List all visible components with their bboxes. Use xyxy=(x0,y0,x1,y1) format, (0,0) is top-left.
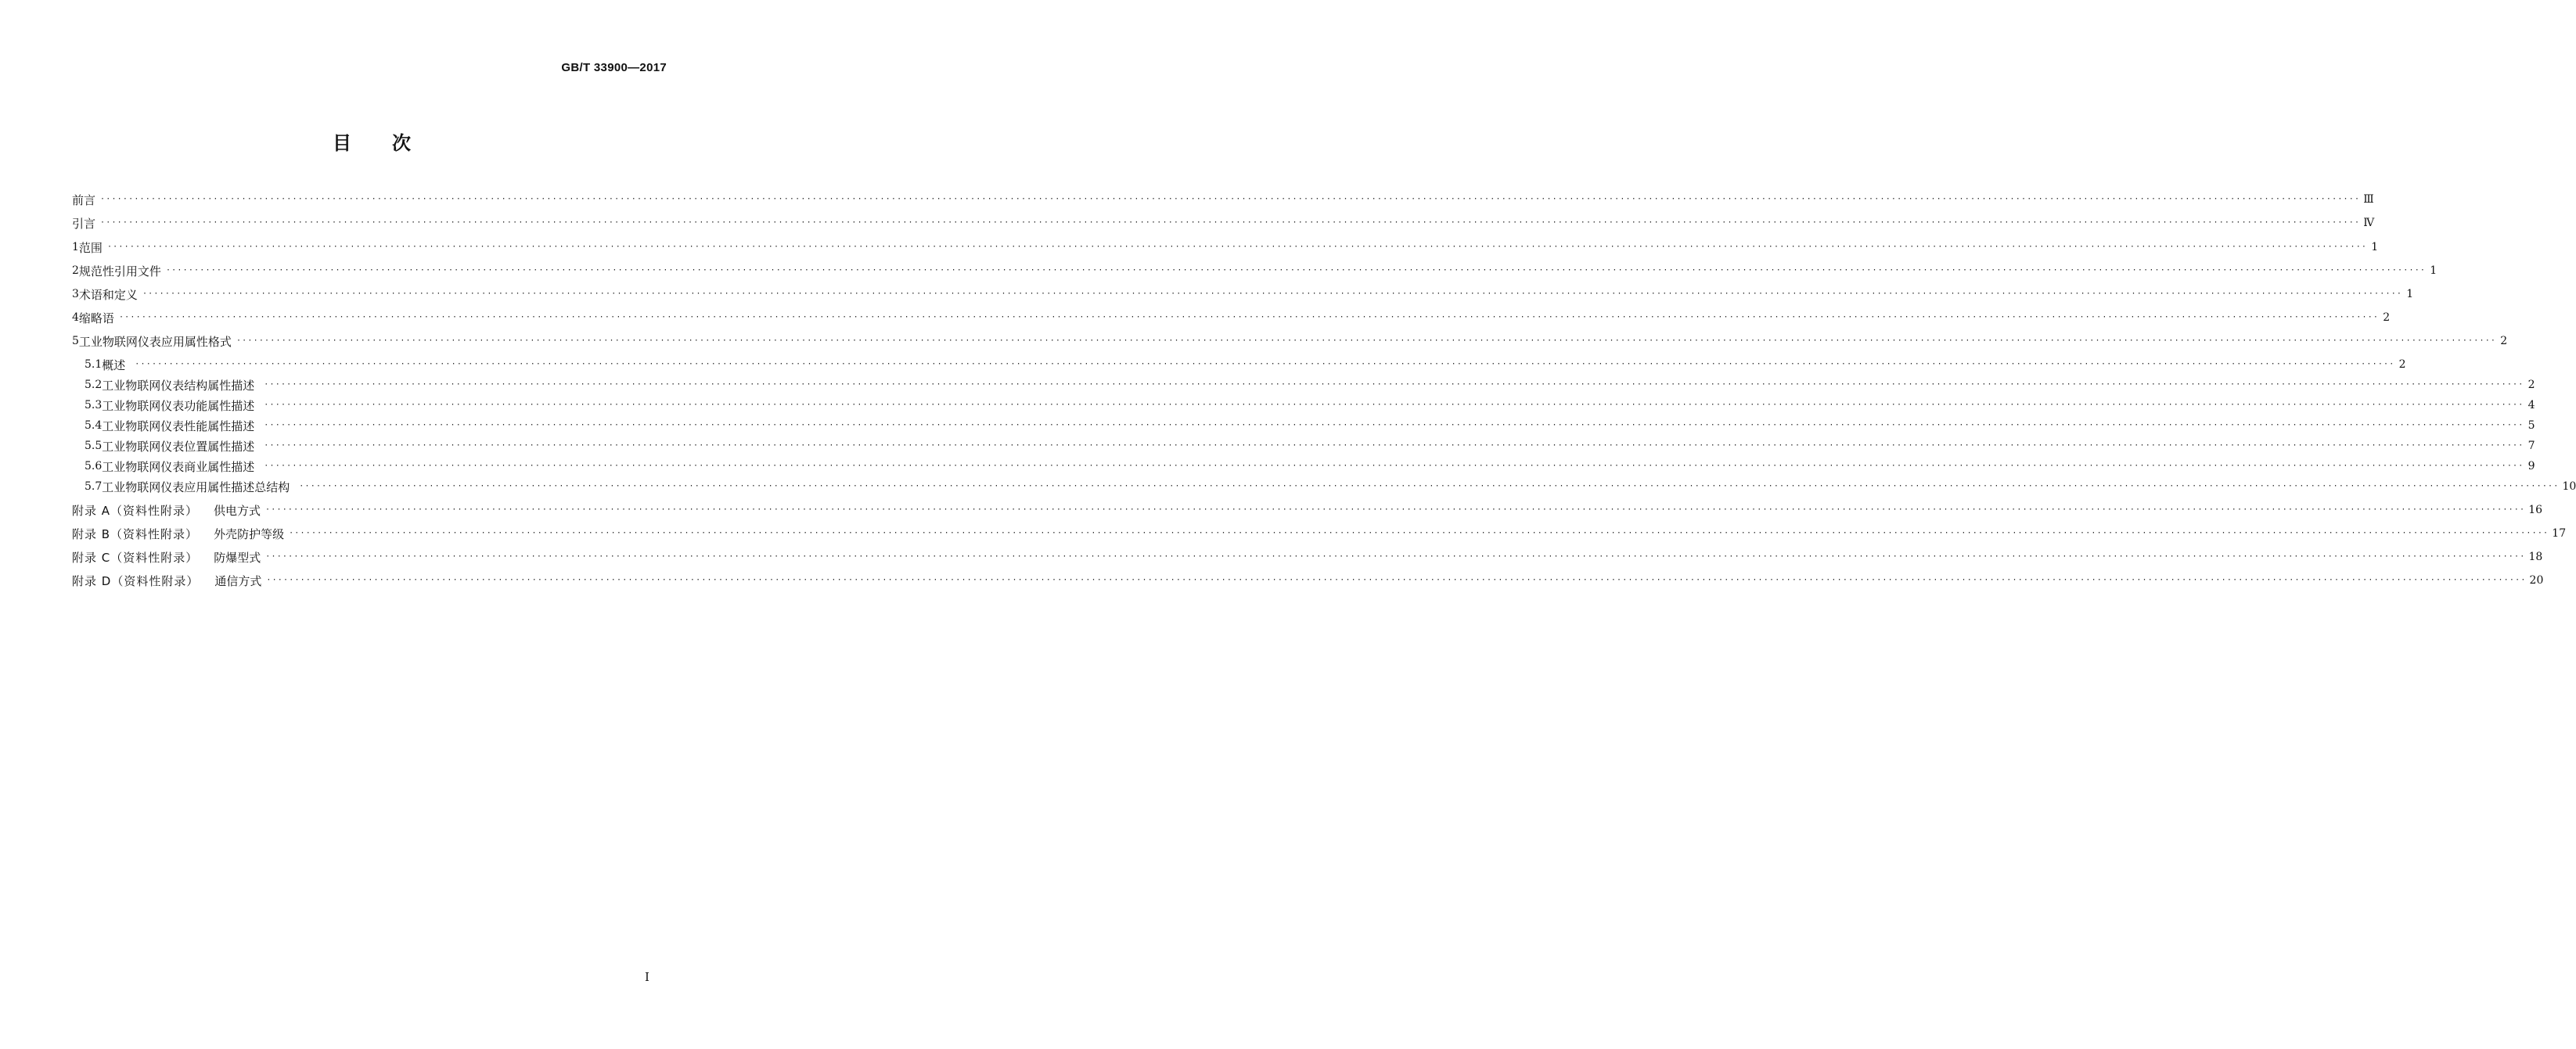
toc-entry[interactable] xyxy=(85,458,2535,474)
toc-entry-title: 工业物联网仪表商业属性描述 xyxy=(102,459,255,474)
toc-entry-title: 缩略语 xyxy=(78,311,114,325)
toc-entry-page: 2 xyxy=(2527,379,2535,391)
toc-entry-number: 4 xyxy=(72,311,79,324)
toc-entry[interactable] xyxy=(85,397,2535,413)
dot-leader: ················································································································································································································································································································································································································ xyxy=(264,401,2524,409)
appendix-page: 20 xyxy=(2529,574,2544,587)
toc-entry-title: 范围 xyxy=(78,240,103,255)
dot-leader: ················································································································································································································································································································································································································ xyxy=(135,360,2395,368)
toc-entry-title: 规范性引用文件 xyxy=(78,264,161,278)
toc-entry-page: 2 xyxy=(2500,335,2508,347)
toc-entry[interactable] xyxy=(85,377,2535,393)
toc-entry-title: 工业物联网仪表应用属性描述总结构 xyxy=(102,480,290,494)
dot-leader: ················································································································································································································································································································································································································ xyxy=(106,242,2368,251)
toc-entry-number: 3 xyxy=(72,288,79,300)
dot-leader: ················································································································································································································································································································································································································ xyxy=(236,336,2497,345)
toc-entry-number: 5.7 xyxy=(85,480,103,493)
dot-leader: ················································································································································································································································································································································································································ xyxy=(100,218,2361,227)
toc-entry-page: 2 xyxy=(2398,358,2406,371)
appendix-title: 防爆型式 xyxy=(214,550,261,565)
toc-entry-title: 术语和定义 xyxy=(78,287,138,302)
toc-entry-number: 5.2 xyxy=(85,379,103,391)
toc-entry-number: 5.3 xyxy=(85,399,103,411)
dot-leader: ················································································································································································································································································································································································································ xyxy=(100,195,2361,203)
toc-entry-page: 5 xyxy=(2527,419,2535,432)
toc-appendix-entry[interactable] xyxy=(72,526,2567,541)
appendix-title: 通信方式 xyxy=(214,573,262,588)
dot-leader: ················································································································································································································································································································································································································ xyxy=(266,576,2527,584)
toc-appendix-entry[interactable] xyxy=(72,502,2543,518)
toc-entry[interactable] xyxy=(72,215,2375,231)
appendix-page: 18 xyxy=(2528,551,2543,563)
appendix-heading: 附录 B（资料性附录） xyxy=(72,526,199,541)
toc-entry[interactable] xyxy=(85,357,2406,372)
toc-entry[interactable] xyxy=(72,286,2414,302)
toc-entry-page: 7 xyxy=(2527,440,2535,452)
dot-leader: ················································································································································································································································································································································································································ xyxy=(299,482,2560,490)
toc-entry-title: 工业物联网仪表位置属性描述 xyxy=(102,439,255,454)
toc-entry-title: 前言 xyxy=(72,192,96,207)
toc-entry[interactable] xyxy=(72,333,2508,349)
toc-entry-title: 工业物联网仪表功能属性描述 xyxy=(102,398,255,413)
appendix-heading: 附录 C（资料性附录） xyxy=(72,550,199,565)
toc-entry-title: 概述 xyxy=(102,357,126,372)
appendix-title: 外壳防护等级 xyxy=(214,526,285,541)
dot-leader: ················································································································································································································································································································································································································ xyxy=(264,421,2524,429)
toc-entry-page: 1 xyxy=(2406,288,2414,300)
dot-leader: ················································································································································································································································································································································································································ xyxy=(118,313,2380,322)
toc-appendix-entry[interactable] xyxy=(72,573,2544,588)
standard-code: GB/T 33900—2017 xyxy=(561,61,667,74)
dot-leader: ················································································································································································································································································································································································································ xyxy=(165,266,2427,275)
toc-entry-page: 4 xyxy=(2527,399,2535,411)
dot-leader: ················································································································································································································································································································································································································ xyxy=(289,529,2549,537)
toc-entry-page: 1 xyxy=(2371,241,2379,253)
toc-appendix-entry[interactable] xyxy=(72,549,2543,565)
toc-entry-page: 10 xyxy=(2562,480,2576,493)
toc-entry[interactable] xyxy=(72,192,2374,207)
toc-entry[interactable] xyxy=(85,418,2535,433)
toc-entry[interactable] xyxy=(72,239,2379,255)
toc-entry[interactable] xyxy=(72,310,2391,325)
toc-entry[interactable] xyxy=(85,479,2576,494)
toc-entry[interactable] xyxy=(72,263,2437,278)
appendix-heading: 附录 A（资料性附录） xyxy=(72,503,199,518)
toc-entry-number: 2 xyxy=(72,264,79,277)
toc-entry-number: 5 xyxy=(72,335,79,347)
toc-entry-page: 9 xyxy=(2527,460,2535,472)
toc-entry-page: 2 xyxy=(2383,311,2391,324)
appendix-page: 16 xyxy=(2528,504,2543,516)
toc-entry-page: Ⅳ xyxy=(2363,217,2375,229)
toc-entry-title: 工业物联网仪表结构属性描述 xyxy=(102,378,255,393)
appendix-title: 供电方式 xyxy=(214,503,261,518)
appendix-page: 17 xyxy=(2552,527,2567,540)
toc-entry-number: 5.4 xyxy=(85,419,103,432)
dot-leader: ················································································································································································································································································································································································································ xyxy=(265,552,2526,561)
page-folio: Ⅰ xyxy=(645,970,649,984)
toc-entry-page: 1 xyxy=(2430,264,2437,277)
toc-entry-number: 5.1 xyxy=(85,358,103,371)
toc-entry-number: 1 xyxy=(72,241,79,253)
dot-leader: ················································································································································································································································································································································································································ xyxy=(264,441,2524,450)
toc-entry-title: 工业物联网仪表性能属性描述 xyxy=(102,419,255,433)
toc-entry-number: 5.5 xyxy=(85,440,103,452)
toc-entry-number: 5.6 xyxy=(85,460,103,472)
appendix-heading: 附录 D（资料性附录） xyxy=(72,573,200,588)
dot-leader: ················································································································································································································································································································································································································ xyxy=(264,462,2524,470)
dot-leader: ················································································································································································································································································································································································································ xyxy=(265,505,2526,514)
toc-entry[interactable] xyxy=(85,438,2535,454)
page-title: 目次 xyxy=(333,132,452,154)
dot-leader: ················································································································································································································································································································································································································ xyxy=(142,289,2403,298)
toc-entry-page: Ⅲ xyxy=(2363,193,2374,206)
toc-entry-title: 引言 xyxy=(72,216,96,231)
dot-leader: ················································································································································································································································································································································································································ xyxy=(264,380,2524,389)
toc-entry-title: 工业物联网仪表应用属性格式 xyxy=(78,334,232,349)
